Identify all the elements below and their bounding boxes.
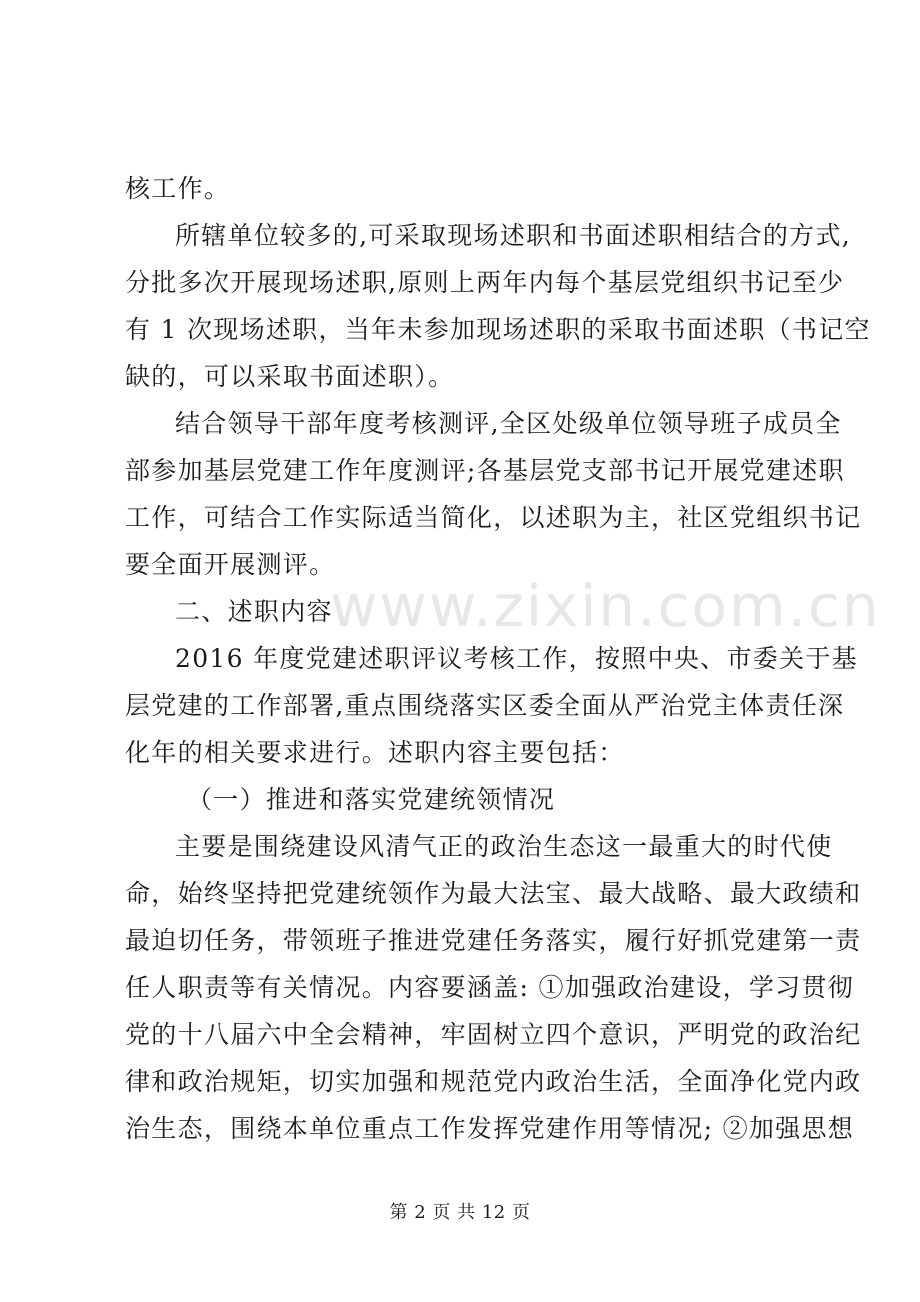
text-line: 化年的相关要求进行。述职内容主要包括：: [125, 738, 625, 767]
section-heading: 二、述职内容: [175, 597, 333, 626]
text-line: 律和政治规矩，切实加强和规范党内政治生活，全面净化党内政: [125, 1067, 862, 1096]
text-line: 所辖单位较多的,可采取现场述职和书面述职相结合的方式,: [175, 221, 851, 250]
text-line: 工作，可结合工作实际适当简化，以述职为主，社区党组织书记: [125, 503, 862, 532]
text-line: 核工作。: [125, 174, 231, 203]
page-footer: 第 2 页 共 12 页: [389, 1202, 531, 1223]
text-line: 分批多次开展现场述职,原则上两年内每个基层党组织书记至少: [125, 268, 845, 297]
text-line: 命，始终坚持把党建统领作为最大法宝、最大战略、最大政绩和: [125, 879, 862, 908]
text-line: 党的十八届六中全会精神，牢固树立四个意识，严明党的政治纪: [125, 1020, 862, 1049]
text-line: 有 1 次现场述职，当年未参加现场述职的采取书面述职（书记空: [125, 315, 871, 344]
text-line: 2016 年度党建述职评议考核工作，按照中央、市委关于基: [175, 644, 858, 673]
watermark: www.zixin.com.cn: [330, 572, 881, 640]
text-line: 结合领导干部年度考核测评,全区处级单位领导班子成员全: [175, 409, 842, 438]
text-line: 层党建的工作部署,重点围绕落实区委全面从严治党主体责任深: [125, 691, 845, 720]
document-body: [125, 165, 871, 1152]
text-line: 治生态，围绕本单位重点工作发挥党建作用等情况; ②加强思想: [125, 1114, 855, 1143]
text-line: 缺的，可以采取书面述职）。: [125, 362, 455, 391]
text-line: 任人职责等有关情况。内容要涵盖: ①加强政治建设，学习贯彻: [125, 973, 855, 1002]
text-line: 部参加基层党建工作年度测评;各基层党支部书记开展党建述职: [125, 456, 845, 485]
text-line: 主要是围绕建设风清气正的政治生态这一最重大的时代使: [175, 832, 833, 861]
subsection-heading: （一）推进和落实党建统领情况: [187, 785, 556, 814]
text-line: 最迫切任务，带领班子推进党建任务落实，履行好抓党建第一责: [125, 926, 862, 955]
text-line: 要全面开展测评。: [125, 550, 336, 579]
